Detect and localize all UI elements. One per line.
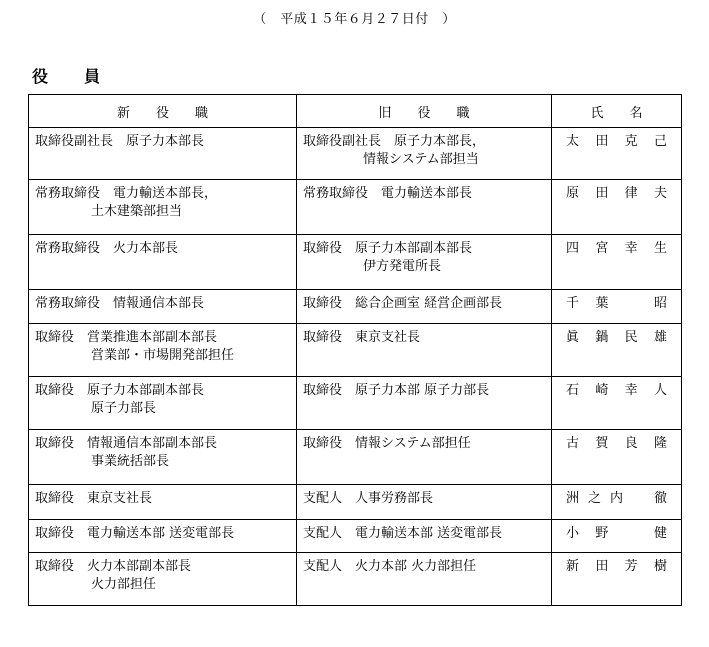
old-position-cell-line: 支配人 電力輸送本部 送変電部長 [303, 526, 503, 541]
header-new-position: 新役職 [29, 95, 297, 128]
name-cell-line: 洲之内 徹 [566, 491, 667, 506]
old-position-cell [297, 128, 552, 180]
header-old-position: 旧役職 [297, 95, 552, 128]
new-position-cell-line: 取締役 東京支社長 [35, 491, 153, 506]
name-cell [552, 553, 682, 606]
new-position-cell [29, 290, 297, 324]
table-row [29, 430, 682, 485]
name-cell [552, 180, 682, 235]
name-cell-line: 原田律夫 [566, 186, 667, 201]
old-position-cell-line: 取締役 東京支社長 [303, 330, 421, 345]
name-cell [552, 290, 682, 324]
new-position-cell-line: 取締役 原子力本部副本部長 [35, 383, 205, 398]
old-position-cell [297, 324, 552, 377]
new-position-cell-line: 取締役 火力本部副本部長 [35, 559, 192, 574]
table-header-row [29, 95, 682, 128]
new-position-cell-line: 取締役 情報通信本部副本部長 [35, 436, 218, 451]
old-position-cell-line: 取締役 原子力本部副本部長 [303, 241, 473, 256]
name-cell-line: 四宮幸生 [566, 241, 667, 256]
table-row [29, 520, 682, 553]
new-position-cell [29, 553, 297, 606]
name-cell [552, 520, 682, 553]
name-cell [552, 324, 682, 377]
new-position-cell [29, 377, 297, 430]
new-position-cell [29, 128, 297, 180]
old-position-cell-line: 支配人 人事労務部長 [303, 491, 434, 506]
old-position-cell-line: 支配人 火力本部 火力部担任 [303, 559, 477, 574]
old-position-cell-line: 取締役 総合企画室 経営企画部長 [303, 296, 503, 311]
new-position-cell-line: 火力部担任 [91, 577, 157, 592]
name-cell [552, 430, 682, 485]
old-position-cell [297, 520, 552, 553]
officer-table [28, 94, 682, 606]
new-position-cell-line: 土木建築部担当 [91, 204, 183, 219]
header-name: 氏名 [552, 95, 682, 128]
name-cell-line: 小野 健 [566, 526, 667, 541]
new-position-cell-line: 営業部・市場開発部担任 [91, 348, 235, 363]
new-position-cell [29, 485, 297, 520]
old-position-cell [297, 180, 552, 235]
name-cell [552, 128, 682, 180]
old-position-cell-line: 常務取締役 電力輸送本部長 [303, 186, 473, 201]
old-position-cell [297, 485, 552, 520]
name-cell-line: 太田克己 [566, 134, 667, 149]
table-row [29, 180, 682, 235]
table-row [29, 290, 682, 324]
old-position-cell [297, 553, 552, 606]
new-position-cell [29, 235, 297, 290]
name-cell-line: 石崎幸人 [566, 383, 667, 398]
name-cell-line: 古賀良隆 [566, 436, 667, 451]
old-position-cell-line: 取締役副社長 原子力本部長， [303, 134, 486, 149]
old-position-cell-line: 取締役 原子力本部 原子力部長 [303, 383, 490, 398]
name-cell-line: 眞鍋民雄 [566, 330, 667, 345]
old-position-cell-line: 取締役 情報システム部担任 [303, 436, 471, 451]
new-position-cell-line: 常務取締役 火力本部長 [35, 241, 179, 256]
old-position-cell [297, 377, 552, 430]
new-position-cell-line: 常務取締役 電力輸送本部長， [35, 186, 218, 201]
date-line: （ 平成１５年６月２７日付 ） [253, 12, 456, 27]
old-position-cell [297, 290, 552, 324]
name-cell [552, 485, 682, 520]
new-position-cell [29, 430, 297, 485]
new-position-cell-line: 取締役 営業推進本部副本部長 [35, 330, 218, 345]
new-position-cell-line: 取締役副社長 原子力本部長 [35, 134, 205, 149]
name-cell-line: 新田芳樹 [566, 559, 667, 574]
new-position-cell [29, 520, 297, 553]
table-row [29, 377, 682, 430]
name-cell [552, 235, 682, 290]
table-row [29, 128, 682, 180]
table-row [29, 553, 682, 606]
name-cell [552, 377, 682, 430]
new-position-cell-line: 取締役 電力輸送本部 送変電部長 [35, 526, 235, 541]
new-position-cell-line: 常務取締役 情報通信本部長 [35, 296, 205, 311]
new-position-cell [29, 180, 297, 235]
name-cell-line: 千葉 昭 [566, 296, 667, 311]
old-position-cell [297, 430, 552, 485]
old-position-cell [297, 235, 552, 290]
section-heading: 役 員 [32, 67, 111, 86]
new-position-cell-line: 事業統括部長 [91, 454, 170, 469]
new-position-cell [29, 324, 297, 377]
new-position-cell-line: 原子力部長 [91, 401, 157, 416]
table-row [29, 235, 682, 290]
old-position-cell-line: 伊方発電所長 [363, 259, 442, 274]
table-row [29, 324, 682, 377]
table-row [29, 485, 682, 520]
old-position-cell-line: 情報システム部担当 [363, 152, 479, 167]
